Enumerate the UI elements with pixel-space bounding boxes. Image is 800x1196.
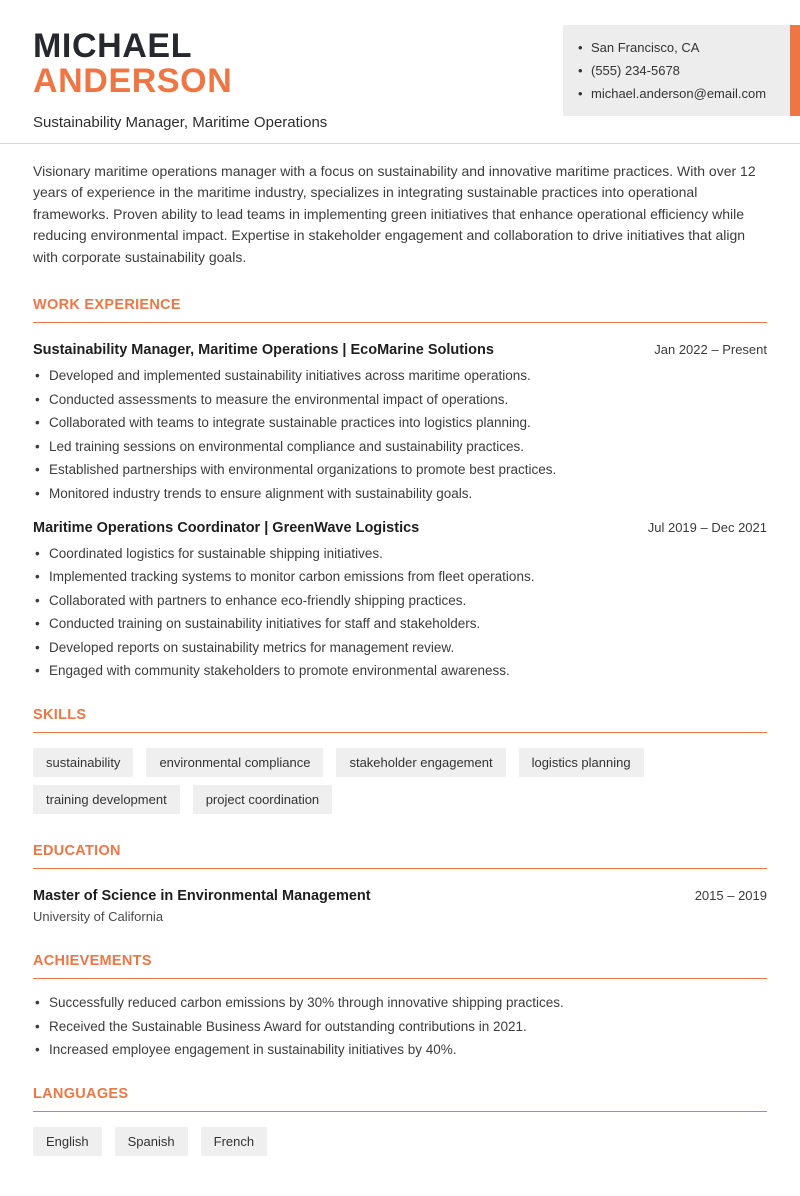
achievement-list bbox=[33, 995, 767, 1057]
job-header-row bbox=[33, 342, 767, 358]
language-tag: English bbox=[33, 1127, 102, 1156]
job-entry bbox=[33, 520, 767, 679]
job-bullet: • Implemented tracking systems to monitor carbon emissions from fleet operations. bbox=[33, 569, 767, 584]
job-dates: Jul 2019 – Dec 2021 bbox=[647, 519, 767, 535]
headline: Sustainability Manager, Maritime Operations bbox=[33, 113, 328, 131]
contact-list bbox=[578, 36, 776, 105]
job-bullet: • Conducted training on sustainability initiatives for staff and stakeholders. bbox=[33, 616, 767, 631]
skill-tag: training development bbox=[33, 785, 180, 814]
section-education bbox=[33, 843, 767, 924]
header-divider bbox=[0, 143, 800, 144]
first-name: MICHAEL bbox=[33, 27, 193, 65]
contact-phone: • (555) 234-5678 bbox=[578, 59, 776, 82]
contact-email: • michael.anderson@email.com bbox=[578, 82, 776, 105]
work-experience-title: WORK EXPERIENCE bbox=[33, 297, 767, 323]
last-name: ANDERSON bbox=[33, 62, 233, 101]
section-work-experience bbox=[33, 297, 767, 678]
achievement-bullet: • Increased employee engagement in sustainability initiatives by 40%. bbox=[33, 1042, 767, 1057]
skill-tag: project coordination bbox=[193, 785, 332, 814]
language-tag: Spanish bbox=[115, 1127, 188, 1156]
achievements-title: ACHIEVEMENTS bbox=[33, 953, 767, 979]
job-bullet: • Conducted assessments to measure the environmental impact of operations. bbox=[33, 392, 767, 407]
job-bullet-list bbox=[33, 368, 767, 501]
resume-body bbox=[0, 161, 800, 1157]
section-languages bbox=[33, 1086, 767, 1156]
contact-card bbox=[563, 25, 800, 116]
job-bullet: • Coordinated logistics for sustainable shipping initiatives. bbox=[33, 546, 767, 561]
skill-tag: sustainability bbox=[33, 748, 133, 777]
education-header-row bbox=[33, 888, 767, 904]
resume-header bbox=[0, 0, 800, 131]
job-header-row bbox=[33, 520, 767, 536]
skills-title: SKILLS bbox=[33, 707, 767, 733]
education-dates: 2015 – 2019 bbox=[694, 888, 767, 904]
job-title: Maritime Operations Coordinator | GreenWave Logistics bbox=[33, 519, 420, 536]
skill-tag: logistics planning bbox=[519, 748, 644, 777]
job-bullet-list bbox=[33, 546, 767, 679]
language-tag: French bbox=[201, 1127, 267, 1156]
achievement-bullet: • Received the Sustainable Business Award for outstanding contributions in 2021. bbox=[33, 1019, 767, 1034]
achievement-bullet: • Successfully reduced carbon emissions by 30% through innovative shipping practices. bbox=[33, 995, 767, 1010]
contact-location: • San Francisco, CA bbox=[578, 36, 776, 59]
job-bullet: • Established partnerships with environmental organizations to promote best practices. bbox=[33, 462, 767, 477]
job-bullet: • Collaborated with partners to enhance eco-friendly shipping practices. bbox=[33, 593, 767, 608]
skill-tag: environmental compliance bbox=[146, 748, 323, 777]
skills-tag-list bbox=[33, 748, 767, 814]
education-entry bbox=[33, 888, 767, 924]
language-tag-list bbox=[33, 1127, 767, 1156]
degree-name: Master of Science in Environmental Management bbox=[33, 888, 371, 905]
job-bullet: • Engaged with community stakeholders to promote environmental awareness. bbox=[33, 663, 767, 678]
languages-title: LANGUAGES bbox=[33, 1086, 767, 1112]
job-bullet: • Collaborated with teams to integrate sustainable practices into logistics planning. bbox=[33, 415, 767, 430]
education-title: EDUCATION bbox=[33, 843, 767, 869]
section-skills bbox=[33, 707, 767, 814]
header-identity bbox=[33, 25, 327, 131]
job-bullet: • Monitored industry trends to ensure alignment with sustainability goals. bbox=[33, 486, 767, 501]
job-bullet: • Developed and implemented sustainability initiatives across maritime operations. bbox=[33, 368, 767, 383]
candidate-name bbox=[33, 29, 327, 100]
skill-tag: stakeholder engagement bbox=[336, 748, 505, 777]
job-entry bbox=[33, 342, 767, 501]
job-dates: Jan 2022 – Present bbox=[654, 342, 767, 358]
school-name: University of California bbox=[33, 909, 164, 925]
job-bullet: • Developed reports on sustainability metrics for management review. bbox=[33, 640, 767, 655]
job-bullet: • Led training sessions on environmental compliance and sustainability practices. bbox=[33, 439, 767, 454]
section-achievements bbox=[33, 953, 767, 1057]
job-title: Sustainability Manager, Maritime Operations | EcoMarine Solutions bbox=[33, 342, 494, 359]
summary-text: Visionary maritime operations manager with a focus on sustainability and innovative maritime practices. With over 12 years of experience in the maritime industry, specializes in integrating sustainable practices into operational frameworks. Proven ability to lead teams in implementing green initiatives that enhance operational efficiency while reducing environmental impact. Expertise in stakeholder engagement and collaboration to drive initiatives that align with corporate sustainability goals. bbox=[33, 162, 756, 265]
